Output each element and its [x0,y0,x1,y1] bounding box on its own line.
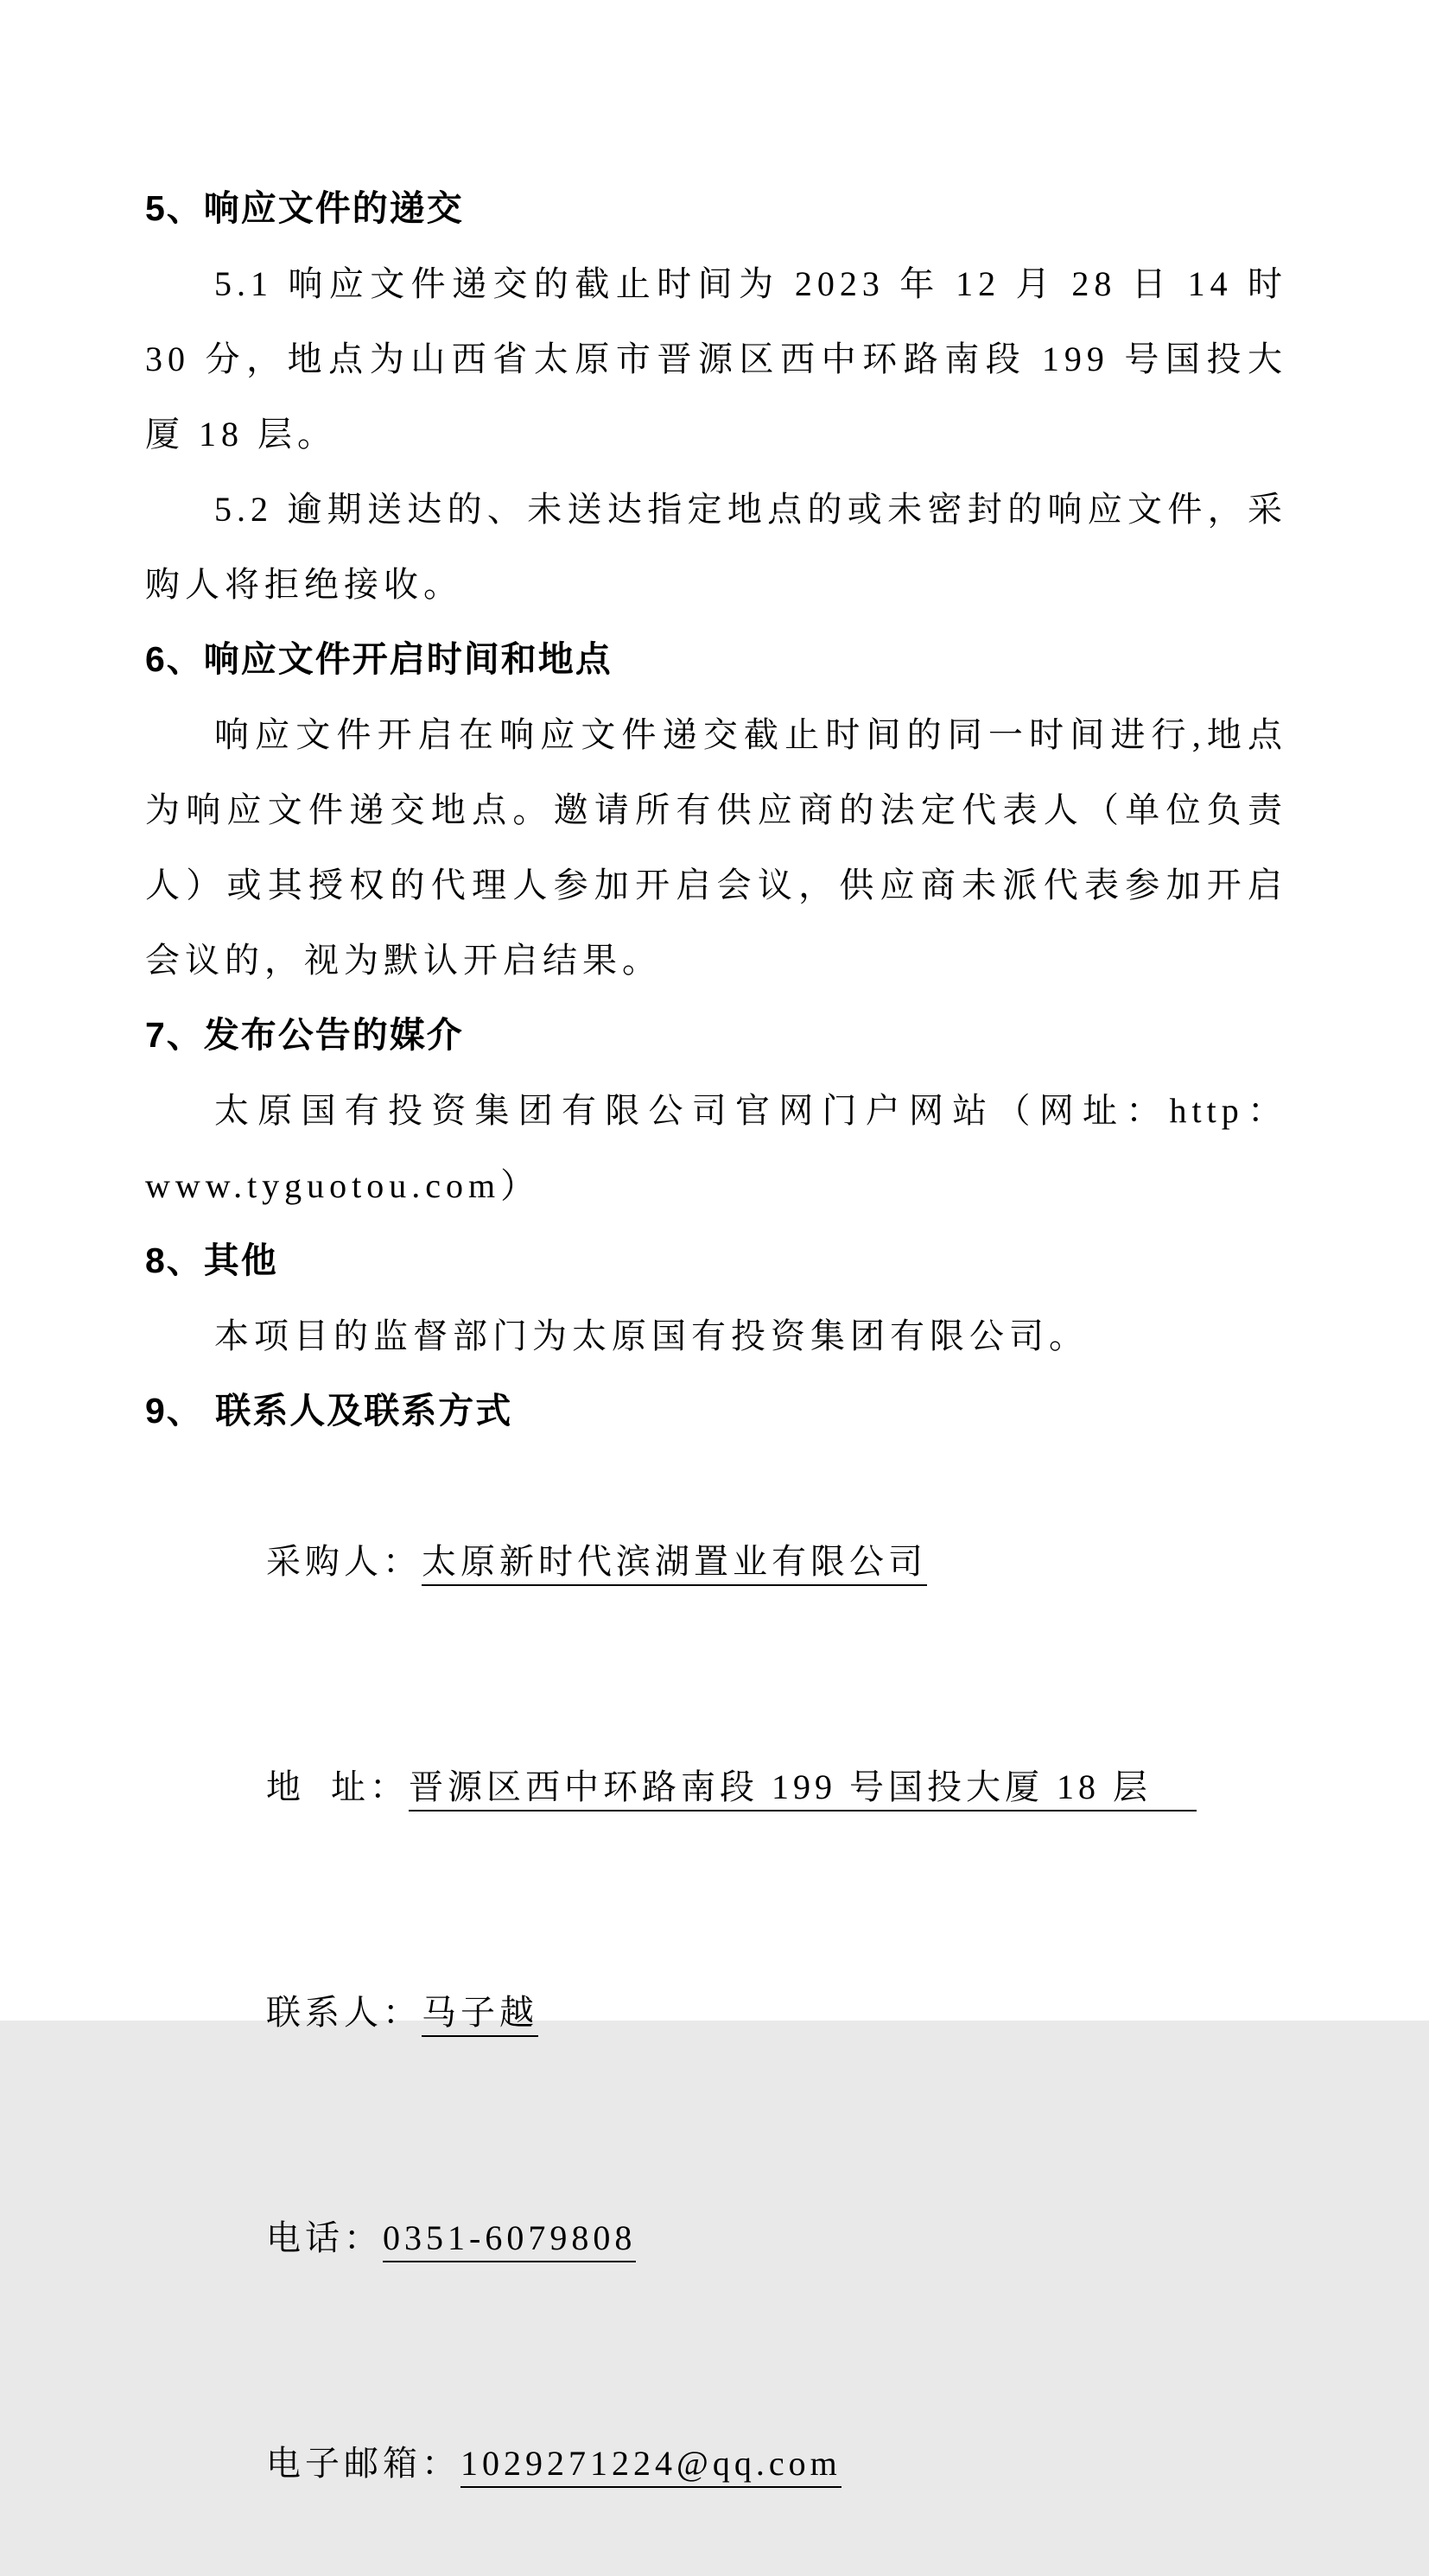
contact-person-label: 联系人： [266,1993,422,2032]
purchaser-value: 太原新时代滨湖置业有限公司 [422,1542,927,1586]
section-6-paragraph-1: 响应文件开启在响应文件递交截止时间的同一时间进行,地点为响应文件递交地点。邀请所有供应商的法定代表人（单位负责人）或其授权的代理人参加开启会议，供应商未派代表参加开启会议的，视为默认开启结果。 [145,715,1287,980]
section-7-heading: 7、发布公告的媒介 [145,1015,464,1055]
section-5-heading: 5、响应文件的递交 [145,188,464,228]
email-value: 1029271224@qq.com [460,2444,842,2488]
contact-row-purchaser [145,1449,1287,1674]
section-9-heading: 9、 联系人及联系方式 [145,1391,513,1431]
section-7-paragraph-1: 太原国有投资集团有限公司官网门户网站（网址：http：www.tyguotou.com） [145,1091,1287,1205]
section-6-heading: 6、响应文件开启时间和地点 [145,639,613,679]
address-value: 晋源区西中环路南段 199 号国投大厦 18 层 [409,1767,1197,1811]
contact-row-address [145,1674,1287,1900]
phone-label: 电话： [266,2218,383,2257]
contact-row-contact-person [145,1900,1287,2125]
contact-person-value: 马子越 [422,1993,538,2037]
contact-row-phone [145,2125,1287,2351]
section-8-paragraph-1: 本项目的监督部门为太原国有投资集团有限公司。 [214,1317,1089,1355]
address-label: 地 址： [266,1767,409,1806]
contact-row-email [145,2351,1287,2576]
section-5-paragraph-1: 5.1 响应文件递交的截止时间为 2023 年 12 月 28 日 14 时 30 分，地点为山西省太原市晋源区西中环路南段 199 号国投大厦 18 层。 [145,264,1301,454]
section-5-paragraph-2: 5.2 逾期送达的、未送达指定地点的或未密封的响应文件，采购人将拒绝接收。 [145,490,1287,604]
email-label: 电子邮箱： [266,2444,460,2483]
section-8-heading: 8、其他 [145,1240,278,1280]
phone-value: 0351-6079808 [383,2218,636,2262]
purchaser-label: 采购人： [266,1542,422,1581]
